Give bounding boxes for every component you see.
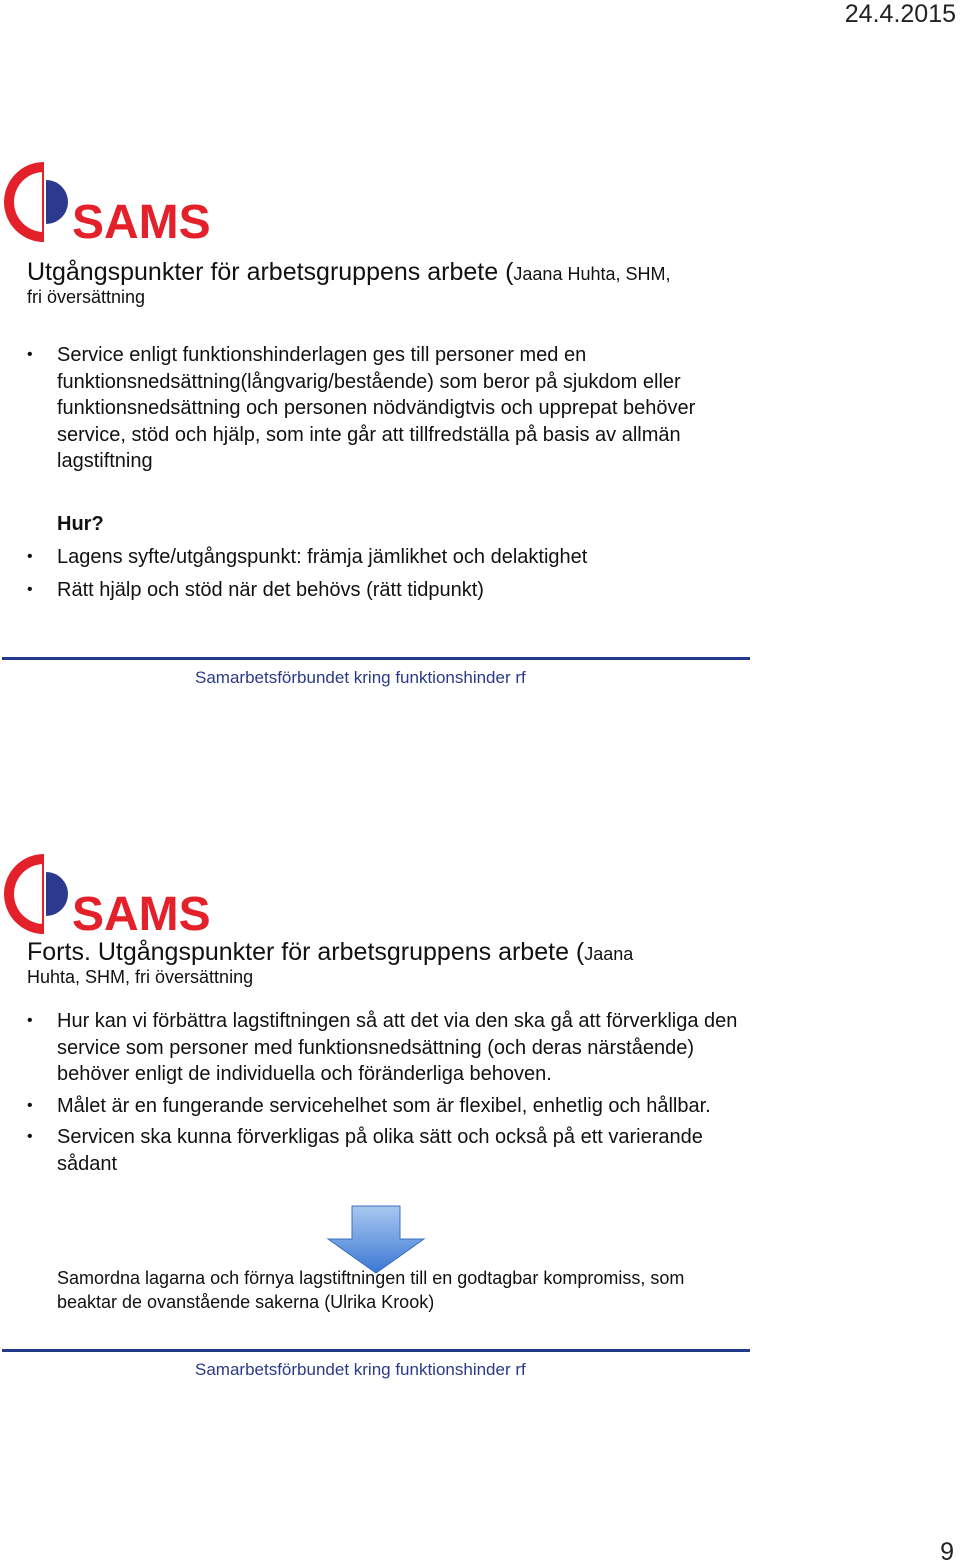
bullet-list bbox=[27, 1008, 747, 1178]
bullet-item: • Service enligt funktionshinderlagen ges till personer med en funktionsnedsättning(långvarig/bestående) som beror på sjukdom eller funktionsnedsättning och personen nödvändigtvis och upprepat behöver service, stöd och hjälp, som inte går att tillfredställa på basis av allmän lagstiftning bbox=[27, 342, 747, 475]
bullet-item: • Servicen ska kunna förverkligas på olika sätt och också på ett varierande sådant bbox=[27, 1124, 747, 1177]
conclusion-text: Samordna lagarna och förnya lagstiftningen till en godtagbar kompromiss, som beaktar de ovanstående sakerna (Ulrika Krook) bbox=[57, 1268, 685, 1312]
bullet-list bbox=[27, 544, 747, 603]
sams-logo bbox=[4, 852, 214, 936]
title-subtitle: fri översättning bbox=[27, 286, 146, 307]
slide-1 bbox=[0, 160, 760, 700]
bullet-item: • Hur kan vi förbättra lagstiftningen så att det via den ska gå att förverkliga den service som personer med funktionsnedsättning (och deras närstående) behöver enligt de individuella och föränderliga behoven. bbox=[27, 1008, 747, 1088]
sams-logo bbox=[4, 160, 214, 244]
document-date: 24.4.2015 bbox=[844, 0, 956, 28]
hur-heading: Hur? bbox=[57, 513, 104, 535]
slide-2 bbox=[0, 852, 760, 1392]
footer-text: Samarbetsförbundet kring funktionshinder rf bbox=[195, 668, 526, 687]
bullet-item: • Rätt hjälp och stöd när det behövs (rätt tidpunkt) bbox=[27, 577, 747, 604]
footer-divider bbox=[2, 657, 750, 660]
footer-divider bbox=[2, 1349, 750, 1352]
footer-text: Samarbetsförbundet kring funktionshinder rf bbox=[195, 1360, 526, 1379]
down-arrow-icon bbox=[326, 1205, 426, 1275]
title-author: Jaana Huhta, SHM, bbox=[513, 264, 671, 284]
logo-text: SAMS bbox=[72, 888, 211, 936]
title-subtitle: Huhta, SHM, fri översättning bbox=[27, 966, 254, 987]
title-main: Utgångspunkter för arbetsgruppens arbete ( bbox=[27, 258, 514, 286]
bullet-item: • Lagens syfte/utgångspunkt: främja jämlikhet och delaktighet bbox=[27, 544, 747, 571]
bullet-item: • Målet är en fungerande servicehelhet som är flexibel, enhetlig och hållbar. bbox=[27, 1093, 747, 1120]
slide-title bbox=[27, 938, 633, 988]
page-number: 9 bbox=[940, 1538, 954, 1566]
title-author: Jaana bbox=[584, 944, 634, 964]
bullet-list bbox=[27, 342, 747, 475]
slide-title bbox=[27, 258, 670, 308]
title-main: Forts. Utgångspunkter för arbetsgruppens arbete ( bbox=[27, 938, 585, 966]
logo-text: SAMS bbox=[72, 196, 211, 244]
